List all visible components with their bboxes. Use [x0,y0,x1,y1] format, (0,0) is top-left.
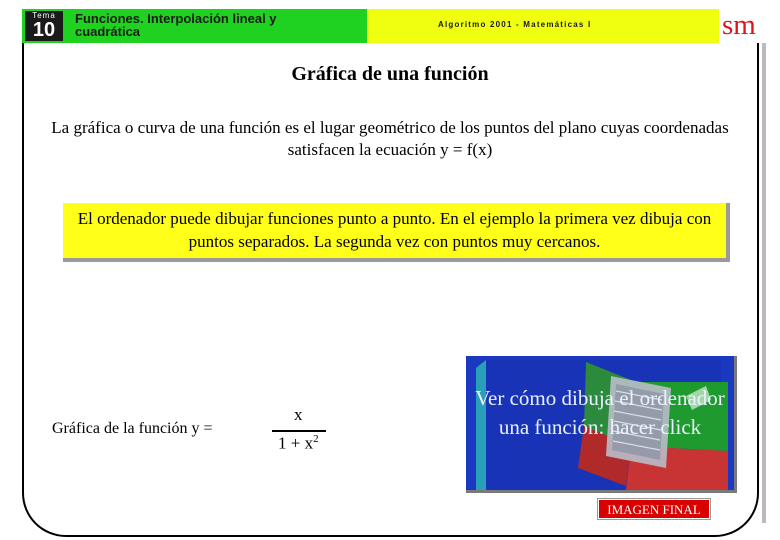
final-image-button[interactable]: IMAGEN FINAL [598,499,710,519]
draw-function-panel[interactable] [466,356,737,493]
course-title: Algoritmo 2001 - Matemáticas I [438,20,592,29]
denominator-exponent: 2 [313,433,319,445]
denominator-base: 1 + x [278,433,314,453]
tema-label: Tema [32,11,56,20]
note-paragraph: El ordenador puede dibujar funciones punto a punto. En el ejemplo la primera vez dibuja con puntos separados. La segunda vez con puntos muy cercanos. [77,209,712,251]
page-title: Gráfica de una función [291,63,489,85]
function-label: Gráfica de la función y = [52,420,213,437]
frame-shadow [762,43,766,523]
intro-paragraph: La gráfica o curva de una función es el lugar geométrico de los puntos del plano cuyas coordenadas satisfacen la ecuación y = f(x) [51,118,729,159]
fraction-numerator: x [294,405,303,424]
fraction-line [272,430,326,432]
panel-text: Ver cómo dibuja el ordenador una función: hacer click [475,386,725,439]
tema-number: 10 [32,19,56,41]
fraction-denominator [278,433,319,454]
topic-title: Funciones. Interpolación lineal y cuadrática [75,11,277,39]
tema-badge [25,11,63,41]
publisher-logo-text: sm [722,9,756,41]
